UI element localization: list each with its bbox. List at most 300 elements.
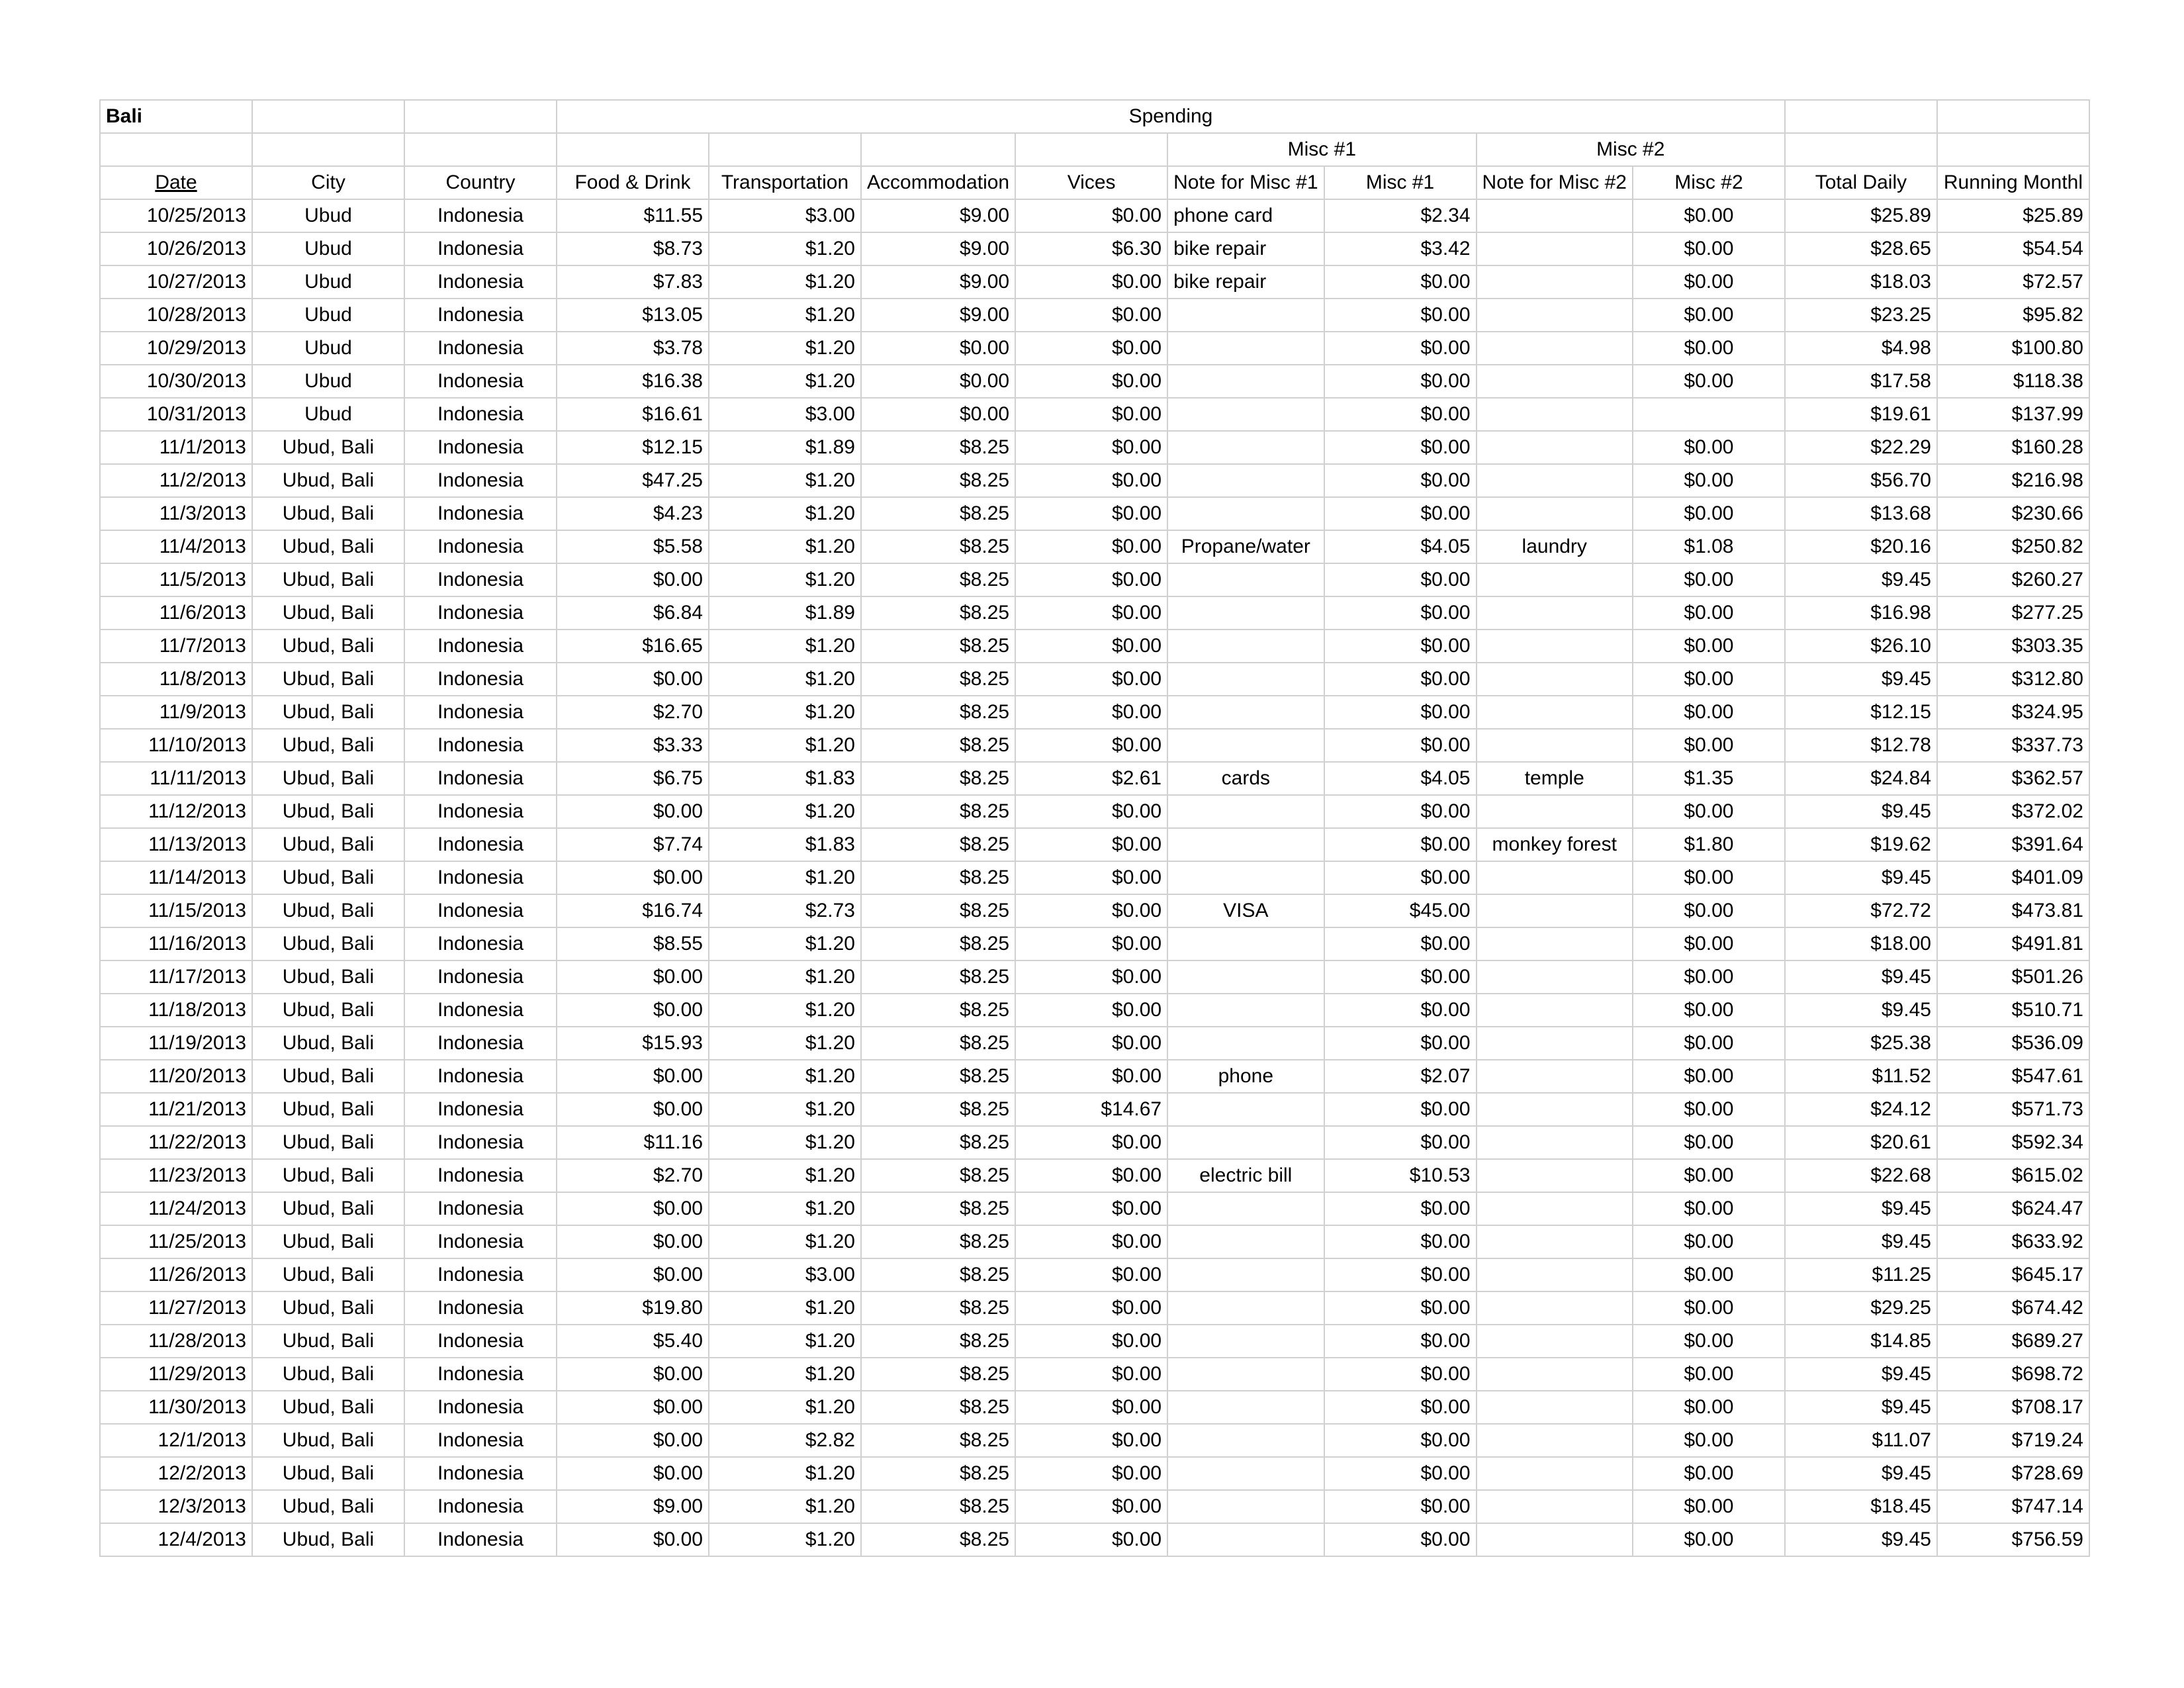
cell-country[interactable]: Indonesia xyxy=(404,729,557,762)
cell-misc2[interactable]: $0.00 xyxy=(1633,795,1785,828)
cell-misc1[interactable]: $0.00 xyxy=(1324,365,1477,398)
cell-city[interactable]: Ubud, Bali xyxy=(252,1325,404,1358)
cell-city[interactable]: Ubud, Bali xyxy=(252,927,404,961)
cell-accommodation[interactable]: $8.25 xyxy=(861,1523,1015,1556)
cell-running-monthly[interactable]: $501.26 xyxy=(1937,961,2089,994)
cell-city[interactable]: Ubud, Bali xyxy=(252,431,404,464)
cell-transportation[interactable]: $3.00 xyxy=(709,398,861,431)
cell-city[interactable]: Ubud, Bali xyxy=(252,861,404,894)
cell-total-daily[interactable]: $9.45 xyxy=(1785,1358,1937,1391)
cell-transportation[interactable]: $1.20 xyxy=(709,299,861,332)
cell[interactable] xyxy=(1937,133,2089,166)
cell-city[interactable]: Ubud xyxy=(252,332,404,365)
cell-country[interactable]: Indonesia xyxy=(404,1457,557,1490)
cell-accommodation[interactable]: $8.25 xyxy=(861,1225,1015,1258)
cell-accommodation[interactable]: $8.25 xyxy=(861,1027,1015,1060)
cell-accommodation[interactable]: $8.25 xyxy=(861,1159,1015,1192)
column-header-food-drink[interactable]: Food & Drink xyxy=(557,166,709,199)
cell-transportation[interactable]: $1.20 xyxy=(709,563,861,596)
cell-running-monthly[interactable]: $698.72 xyxy=(1937,1358,2089,1391)
cell-country[interactable]: Indonesia xyxy=(404,762,557,795)
cell-running-monthly[interactable]: $536.09 xyxy=(1937,1027,2089,1060)
cell-running-monthly[interactable]: $510.71 xyxy=(1937,994,2089,1027)
cell-total-daily[interactable]: $25.89 xyxy=(1785,199,1937,232)
cell-total-daily[interactable]: $25.38 xyxy=(1785,1027,1937,1060)
cell-note-misc1[interactable] xyxy=(1167,1325,1324,1358)
cell-accommodation[interactable]: $8.25 xyxy=(861,828,1015,861)
cell-city[interactable]: Ubud, Bali xyxy=(252,1457,404,1490)
cell-date[interactable]: 11/1/2013 xyxy=(100,431,252,464)
cell-misc2[interactable]: $0.00 xyxy=(1633,894,1785,927)
cell-accommodation[interactable]: $8.25 xyxy=(861,497,1015,530)
cell-date[interactable]: 11/10/2013 xyxy=(100,729,252,762)
cell-country[interactable]: Indonesia xyxy=(404,1126,557,1159)
cell-date[interactable]: 11/28/2013 xyxy=(100,1325,252,1358)
cell-food-drink[interactable]: $0.00 xyxy=(557,961,709,994)
cell-country[interactable]: Indonesia xyxy=(404,232,557,265)
cell-misc2[interactable]: $0.00 xyxy=(1633,729,1785,762)
cell-accommodation[interactable]: $8.25 xyxy=(861,1325,1015,1358)
cell-food-drink[interactable]: $16.38 xyxy=(557,365,709,398)
cell-misc2[interactable]: $0.00 xyxy=(1633,994,1785,1027)
cell-misc1[interactable]: $0.00 xyxy=(1324,1126,1477,1159)
cell-city[interactable]: Ubud, Bali xyxy=(252,1391,404,1424)
cell-city[interactable]: Ubud, Bali xyxy=(252,663,404,696)
cell-food-drink[interactable]: $16.61 xyxy=(557,398,709,431)
cell-city[interactable]: Ubud, Bali xyxy=(252,1027,404,1060)
cell-total-daily[interactable]: $18.03 xyxy=(1785,265,1937,299)
cell-note-misc1[interactable] xyxy=(1167,630,1324,663)
cell-food-drink[interactable]: $0.00 xyxy=(557,1060,709,1093)
cell-food-drink[interactable]: $7.83 xyxy=(557,265,709,299)
cell-city[interactable]: Ubud, Bali xyxy=(252,530,404,563)
cell-misc2[interactable]: $0.00 xyxy=(1633,265,1785,299)
cell-transportation[interactable]: $2.73 xyxy=(709,894,861,927)
cell-misc1[interactable]: $0.00 xyxy=(1324,1523,1477,1556)
cell-note-misc2[interactable] xyxy=(1477,398,1633,431)
cell-running-monthly[interactable]: $230.66 xyxy=(1937,497,2089,530)
cell-misc1[interactable]: $0.00 xyxy=(1324,1490,1477,1523)
cell-misc1[interactable]: $0.00 xyxy=(1324,1424,1477,1457)
cell-transportation[interactable]: $1.20 xyxy=(709,1490,861,1523)
cell-misc2[interactable]: $0.00 xyxy=(1633,1523,1785,1556)
cell-country[interactable]: Indonesia xyxy=(404,696,557,729)
cell-running-monthly[interactable]: $303.35 xyxy=(1937,630,2089,663)
cell-accommodation[interactable]: $9.00 xyxy=(861,265,1015,299)
cell-misc2[interactable]: $0.00 xyxy=(1633,1490,1785,1523)
cell-transportation[interactable]: $1.20 xyxy=(709,1291,861,1325)
cell-food-drink[interactable]: $0.00 xyxy=(557,663,709,696)
cell-running-monthly[interactable]: $25.89 xyxy=(1937,199,2089,232)
cell-note-misc2[interactable] xyxy=(1477,1490,1633,1523)
cell-note-misc2[interactable] xyxy=(1477,332,1633,365)
cell-city[interactable]: Ubud, Bali xyxy=(252,1490,404,1523)
cell-city[interactable]: Ubud xyxy=(252,199,404,232)
cell-date[interactable]: 11/30/2013 xyxy=(100,1391,252,1424)
cell-running-monthly[interactable]: $118.38 xyxy=(1937,365,2089,398)
cell-vices[interactable]: $0.00 xyxy=(1015,795,1167,828)
cell-total-daily[interactable]: $11.07 xyxy=(1785,1424,1937,1457)
cell-accommodation[interactable]: $8.25 xyxy=(861,894,1015,927)
cell-accommodation[interactable]: $8.25 xyxy=(861,762,1015,795)
cell-note-misc2[interactable] xyxy=(1477,795,1633,828)
cell-accommodation[interactable]: $8.25 xyxy=(861,431,1015,464)
cell-misc2[interactable]: $0.00 xyxy=(1633,1291,1785,1325)
cell-transportation[interactable]: $1.20 xyxy=(709,332,861,365)
cell-date[interactable]: 11/18/2013 xyxy=(100,994,252,1027)
cell-transportation[interactable]: $2.82 xyxy=(709,1424,861,1457)
cell-misc2[interactable]: $0.00 xyxy=(1633,332,1785,365)
cell-vices[interactable]: $0.00 xyxy=(1015,1225,1167,1258)
cell-country[interactable]: Indonesia xyxy=(404,1192,557,1225)
cell-vices[interactable]: $2.61 xyxy=(1015,762,1167,795)
cell-city[interactable]: Ubud, Bali xyxy=(252,1192,404,1225)
cell-food-drink[interactable]: $5.40 xyxy=(557,1325,709,1358)
cell-misc1[interactable]: $0.00 xyxy=(1324,1258,1477,1291)
cell-country[interactable]: Indonesia xyxy=(404,1027,557,1060)
cell-total-daily[interactable]: $28.65 xyxy=(1785,232,1937,265)
cell-date[interactable]: 11/4/2013 xyxy=(100,530,252,563)
cell-total-daily[interactable]: $24.84 xyxy=(1785,762,1937,795)
cell-misc1[interactable]: $0.00 xyxy=(1324,1457,1477,1490)
cell-note-misc2[interactable] xyxy=(1477,265,1633,299)
cell-transportation[interactable]: $1.20 xyxy=(709,464,861,497)
cell-vices[interactable]: $0.00 xyxy=(1015,1424,1167,1457)
cell-date[interactable]: 11/19/2013 xyxy=(100,1027,252,1060)
cell-vices[interactable]: $0.00 xyxy=(1015,1490,1167,1523)
cell-date[interactable]: 11/11/2013 xyxy=(100,762,252,795)
cell-country[interactable]: Indonesia xyxy=(404,630,557,663)
cell-vices[interactable]: $6.30 xyxy=(1015,232,1167,265)
cell-misc1[interactable]: $4.05 xyxy=(1324,530,1477,563)
cell[interactable] xyxy=(404,100,557,133)
cell-misc1[interactable]: $2.07 xyxy=(1324,1060,1477,1093)
cell[interactable] xyxy=(252,133,404,166)
cell-date[interactable]: 10/27/2013 xyxy=(100,265,252,299)
cell-note-misc2[interactable] xyxy=(1477,1027,1633,1060)
cell-total-daily[interactable]: $22.29 xyxy=(1785,431,1937,464)
cell-date[interactable]: 11/14/2013 xyxy=(100,861,252,894)
cell-accommodation[interactable]: $8.25 xyxy=(861,696,1015,729)
cell-misc2[interactable]: $0.00 xyxy=(1633,232,1785,265)
cell-accommodation[interactable]: $8.25 xyxy=(861,530,1015,563)
cell-note-misc2[interactable] xyxy=(1477,365,1633,398)
cell-note-misc1[interactable] xyxy=(1167,696,1324,729)
cell-note-misc2[interactable] xyxy=(1477,1457,1633,1490)
cell-country[interactable]: Indonesia xyxy=(404,1358,557,1391)
cell-running-monthly[interactable]: $401.09 xyxy=(1937,861,2089,894)
cell-country[interactable]: Indonesia xyxy=(404,431,557,464)
cell-food-drink[interactable]: $13.05 xyxy=(557,299,709,332)
cell-misc2[interactable]: $0.00 xyxy=(1633,861,1785,894)
cell-city[interactable]: Ubud, Bali xyxy=(252,630,404,663)
cell-misc2[interactable]: $0.00 xyxy=(1633,365,1785,398)
cell-date[interactable]: 11/13/2013 xyxy=(100,828,252,861)
cell-running-monthly[interactable]: $160.28 xyxy=(1937,431,2089,464)
cell-city[interactable]: Ubud, Bali xyxy=(252,696,404,729)
cell-vices[interactable]: $0.00 xyxy=(1015,1126,1167,1159)
cell-vices[interactable]: $0.00 xyxy=(1015,265,1167,299)
cell-running-monthly[interactable]: $645.17 xyxy=(1937,1258,2089,1291)
cell-food-drink[interactable]: $12.15 xyxy=(557,431,709,464)
cell-total-daily[interactable]: $12.15 xyxy=(1785,696,1937,729)
cell-date[interactable]: 12/1/2013 xyxy=(100,1424,252,1457)
cell-misc2[interactable]: $0.00 xyxy=(1633,596,1785,630)
cell-country[interactable]: Indonesia xyxy=(404,332,557,365)
cell-country[interactable]: Indonesia xyxy=(404,1060,557,1093)
cell-note-misc1[interactable]: VISA xyxy=(1167,894,1324,927)
cell-country[interactable]: Indonesia xyxy=(404,1424,557,1457)
cell-date[interactable]: 11/26/2013 xyxy=(100,1258,252,1291)
cell-food-drink[interactable]: $8.73 xyxy=(557,232,709,265)
cell-note-misc2[interactable] xyxy=(1477,861,1633,894)
cell-transportation[interactable]: $1.20 xyxy=(709,530,861,563)
cell-running-monthly[interactable]: $571.73 xyxy=(1937,1093,2089,1126)
cell-running-monthly[interactable]: $624.47 xyxy=(1937,1192,2089,1225)
cell-running-monthly[interactable]: $100.80 xyxy=(1937,332,2089,365)
cell-accommodation[interactable]: $8.25 xyxy=(861,1391,1015,1424)
cell-transportation[interactable]: $1.20 xyxy=(709,927,861,961)
cell-accommodation[interactable]: $8.25 xyxy=(861,663,1015,696)
cell-vices[interactable]: $0.00 xyxy=(1015,1291,1167,1325)
cell-accommodation[interactable]: $8.25 xyxy=(861,464,1015,497)
cell-misc2[interactable]: $0.00 xyxy=(1633,1060,1785,1093)
cell-misc1[interactable]: $0.00 xyxy=(1324,696,1477,729)
cell[interactable] xyxy=(1015,133,1167,166)
cell-date[interactable]: 10/25/2013 xyxy=(100,199,252,232)
cell-transportation[interactable]: $1.20 xyxy=(709,1192,861,1225)
column-header-note-misc1[interactable]: Note for Misc #1 xyxy=(1167,166,1324,199)
column-header-total-daily[interactable]: Total Daily xyxy=(1785,166,1937,199)
cell-date[interactable]: 11/16/2013 xyxy=(100,927,252,961)
cell-note-misc2[interactable] xyxy=(1477,696,1633,729)
column-header-transportation[interactable]: Transportation xyxy=(709,166,861,199)
cell-city[interactable]: Ubud, Bali xyxy=(252,1358,404,1391)
cell-total-daily[interactable]: $29.25 xyxy=(1785,1291,1937,1325)
cell-total-daily[interactable]: $24.12 xyxy=(1785,1093,1937,1126)
cell-food-drink[interactable]: $0.00 xyxy=(557,563,709,596)
cell-running-monthly[interactable]: $250.82 xyxy=(1937,530,2089,563)
cell-city[interactable]: Ubud, Bali xyxy=(252,1523,404,1556)
cell-accommodation[interactable]: $8.25 xyxy=(861,1126,1015,1159)
cell-total-daily[interactable]: $9.45 xyxy=(1785,795,1937,828)
cell-transportation[interactable]: $3.00 xyxy=(709,1258,861,1291)
cell-note-misc1[interactable] xyxy=(1167,596,1324,630)
cell-running-monthly[interactable]: $756.59 xyxy=(1937,1523,2089,1556)
cell-country[interactable]: Indonesia xyxy=(404,1490,557,1523)
cell-date[interactable]: 10/26/2013 xyxy=(100,232,252,265)
cell-note-misc1[interactable] xyxy=(1167,464,1324,497)
cell-vices[interactable]: $0.00 xyxy=(1015,365,1167,398)
cell-food-drink[interactable]: $0.00 xyxy=(557,1457,709,1490)
cell-date[interactable]: 11/2/2013 xyxy=(100,464,252,497)
cell-country[interactable]: Indonesia xyxy=(404,398,557,431)
cell-misc2[interactable]: $1.08 xyxy=(1633,530,1785,563)
cell-misc1[interactable]: $0.00 xyxy=(1324,828,1477,861)
cell-running-monthly[interactable]: $337.73 xyxy=(1937,729,2089,762)
cell-misc1[interactable]: $0.00 xyxy=(1324,332,1477,365)
cell-running-monthly[interactable]: $137.99 xyxy=(1937,398,2089,431)
cell-running-monthly[interactable]: $362.57 xyxy=(1937,762,2089,795)
cell-note-misc1[interactable] xyxy=(1167,729,1324,762)
misc1-group-header[interactable]: Misc #1 xyxy=(1167,133,1476,166)
column-header-country[interactable]: Country xyxy=(404,166,557,199)
cell-total-daily[interactable]: $9.45 xyxy=(1785,1523,1937,1556)
cell-transportation[interactable]: $1.20 xyxy=(709,1093,861,1126)
cell-date[interactable]: 11/27/2013 xyxy=(100,1291,252,1325)
cell-total-daily[interactable]: $56.70 xyxy=(1785,464,1937,497)
cell-food-drink[interactable]: $4.23 xyxy=(557,497,709,530)
cell[interactable] xyxy=(252,100,404,133)
cell-vices[interactable]: $0.00 xyxy=(1015,1457,1167,1490)
cell-misc1[interactable]: $0.00 xyxy=(1324,1325,1477,1358)
cell-note-misc2[interactable] xyxy=(1477,1325,1633,1358)
cell-note-misc2[interactable] xyxy=(1477,596,1633,630)
cell-country[interactable]: Indonesia xyxy=(404,563,557,596)
cell-misc2[interactable]: $1.35 xyxy=(1633,762,1785,795)
cell-running-monthly[interactable]: $615.02 xyxy=(1937,1159,2089,1192)
cell-country[interactable]: Indonesia xyxy=(404,464,557,497)
cell-transportation[interactable]: $1.20 xyxy=(709,1457,861,1490)
cell-misc1[interactable]: $0.00 xyxy=(1324,299,1477,332)
cell-total-daily[interactable]: $14.85 xyxy=(1785,1325,1937,1358)
cell-city[interactable]: Ubud xyxy=(252,299,404,332)
cell-vices[interactable]: $0.00 xyxy=(1015,828,1167,861)
cell-vices[interactable]: $0.00 xyxy=(1015,894,1167,927)
cell-misc1[interactable]: $4.05 xyxy=(1324,762,1477,795)
cell-misc1[interactable]: $0.00 xyxy=(1324,861,1477,894)
cell-running-monthly[interactable]: $324.95 xyxy=(1937,696,2089,729)
cell-running-monthly[interactable]: $216.98 xyxy=(1937,464,2089,497)
cell-city[interactable]: Ubud, Bali xyxy=(252,1258,404,1291)
cell-total-daily[interactable]: $11.25 xyxy=(1785,1258,1937,1291)
cell-transportation[interactable]: $1.89 xyxy=(709,431,861,464)
cell-misc2[interactable]: $0.00 xyxy=(1633,199,1785,232)
cell-note-misc2[interactable] xyxy=(1477,299,1633,332)
cell-food-drink[interactable]: $0.00 xyxy=(557,795,709,828)
misc2-group-header[interactable]: Misc #2 xyxy=(1477,133,1785,166)
cell-date[interactable]: 10/30/2013 xyxy=(100,365,252,398)
cell-misc1[interactable]: $0.00 xyxy=(1324,1093,1477,1126)
cell-food-drink[interactable]: $9.00 xyxy=(557,1490,709,1523)
cell-food-drink[interactable]: $3.33 xyxy=(557,729,709,762)
cell-note-misc2[interactable]: monkey forest xyxy=(1477,828,1633,861)
cell-note-misc2[interactable] xyxy=(1477,1291,1633,1325)
cell-misc2[interactable]: $0.00 xyxy=(1633,563,1785,596)
cell-note-misc2[interactable] xyxy=(1477,464,1633,497)
cell-misc2[interactable]: $0.00 xyxy=(1633,1159,1785,1192)
cell-transportation[interactable]: $1.20 xyxy=(709,1159,861,1192)
cell-vices[interactable]: $0.00 xyxy=(1015,299,1167,332)
cell-country[interactable]: Indonesia xyxy=(404,894,557,927)
column-header-city[interactable]: City xyxy=(252,166,404,199)
cell-note-misc1[interactable] xyxy=(1167,1126,1324,1159)
cell-misc1[interactable]: $3.42 xyxy=(1324,232,1477,265)
cell-note-misc1[interactable]: bike repair xyxy=(1167,232,1324,265)
cell-total-daily[interactable]: $9.45 xyxy=(1785,961,1937,994)
cell-note-misc1[interactable] xyxy=(1167,828,1324,861)
cell-misc1[interactable]: $10.53 xyxy=(1324,1159,1477,1192)
cell-vices[interactable]: $0.00 xyxy=(1015,332,1167,365)
cell-running-monthly[interactable]: $312.80 xyxy=(1937,663,2089,696)
cell-accommodation[interactable]: $8.25 xyxy=(861,1093,1015,1126)
cell-accommodation[interactable]: $8.25 xyxy=(861,927,1015,961)
cell-running-monthly[interactable]: $747.14 xyxy=(1937,1490,2089,1523)
cell-food-drink[interactable]: $2.70 xyxy=(557,696,709,729)
cell-date[interactable]: 12/2/2013 xyxy=(100,1457,252,1490)
cell-transportation[interactable]: $1.20 xyxy=(709,1391,861,1424)
cell-country[interactable]: Indonesia xyxy=(404,497,557,530)
cell-city[interactable]: Ubud, Bali xyxy=(252,1126,404,1159)
cell-food-drink[interactable]: $0.00 xyxy=(557,1093,709,1126)
cell-city[interactable]: Ubud, Bali xyxy=(252,894,404,927)
cell-note-misc2[interactable] xyxy=(1477,1523,1633,1556)
cell-note-misc1[interactable] xyxy=(1167,299,1324,332)
cell-total-daily[interactable]: $11.52 xyxy=(1785,1060,1937,1093)
cell-city[interactable]: Ubud, Bali xyxy=(252,497,404,530)
sheet-title[interactable]: Bali xyxy=(100,100,252,133)
cell-total-daily[interactable]: $9.45 xyxy=(1785,1192,1937,1225)
cell-accommodation[interactable]: $8.25 xyxy=(861,994,1015,1027)
cell-misc2[interactable]: $0.00 xyxy=(1633,630,1785,663)
cell-date[interactable]: 10/31/2013 xyxy=(100,398,252,431)
cell-country[interactable]: Indonesia xyxy=(404,1391,557,1424)
cell-food-drink[interactable]: $5.58 xyxy=(557,530,709,563)
cell-running-monthly[interactable]: $674.42 xyxy=(1937,1291,2089,1325)
cell-accommodation[interactable]: $0.00 xyxy=(861,365,1015,398)
cell-city[interactable]: Ubud, Bali xyxy=(252,596,404,630)
cell-transportation[interactable]: $1.20 xyxy=(709,232,861,265)
cell-city[interactable]: Ubud, Bali xyxy=(252,563,404,596)
cell-country[interactable]: Indonesia xyxy=(404,265,557,299)
cell-misc2[interactable]: $0.00 xyxy=(1633,663,1785,696)
cell-city[interactable]: Ubud xyxy=(252,398,404,431)
cell-date[interactable]: 11/15/2013 xyxy=(100,894,252,927)
cell-vices[interactable]: $0.00 xyxy=(1015,630,1167,663)
column-header-vices[interactable]: Vices xyxy=(1015,166,1167,199)
cell-country[interactable]: Indonesia xyxy=(404,927,557,961)
cell-food-drink[interactable]: $47.25 xyxy=(557,464,709,497)
cell[interactable] xyxy=(1785,100,1937,133)
cell-date[interactable]: 11/29/2013 xyxy=(100,1358,252,1391)
cell-note-misc2[interactable] xyxy=(1477,1258,1633,1291)
cell-date[interactable]: 11/12/2013 xyxy=(100,795,252,828)
cell-note-misc2[interactable]: temple xyxy=(1477,762,1633,795)
cell-transportation[interactable]: $1.20 xyxy=(709,497,861,530)
cell-misc2[interactable]: $0.00 xyxy=(1633,1126,1785,1159)
cell-transportation[interactable]: $1.20 xyxy=(709,861,861,894)
cell-note-misc1[interactable] xyxy=(1167,1391,1324,1424)
cell-note-misc1[interactable] xyxy=(1167,861,1324,894)
cell-transportation[interactable]: $1.20 xyxy=(709,1523,861,1556)
cell-note-misc1[interactable] xyxy=(1167,961,1324,994)
cell-misc2[interactable]: $0.00 xyxy=(1633,1424,1785,1457)
cell-transportation[interactable]: $1.20 xyxy=(709,1060,861,1093)
cell-note-misc1[interactable] xyxy=(1167,1523,1324,1556)
cell-country[interactable]: Indonesia xyxy=(404,1159,557,1192)
cell-vices[interactable]: $0.00 xyxy=(1015,1060,1167,1093)
cell-note-misc2[interactable] xyxy=(1477,1424,1633,1457)
cell-total-daily[interactable]: $26.10 xyxy=(1785,630,1937,663)
cell-date[interactable]: 11/7/2013 xyxy=(100,630,252,663)
cell-misc1[interactable]: $0.00 xyxy=(1324,1027,1477,1060)
cell-misc1[interactable]: $0.00 xyxy=(1324,630,1477,663)
cell-note-misc1[interactable] xyxy=(1167,1457,1324,1490)
cell-transportation[interactable]: $1.20 xyxy=(709,1225,861,1258)
cell-accommodation[interactable]: $8.25 xyxy=(861,1490,1015,1523)
cell-food-drink[interactable]: $15.93 xyxy=(557,1027,709,1060)
cell-food-drink[interactable]: $2.70 xyxy=(557,1159,709,1192)
